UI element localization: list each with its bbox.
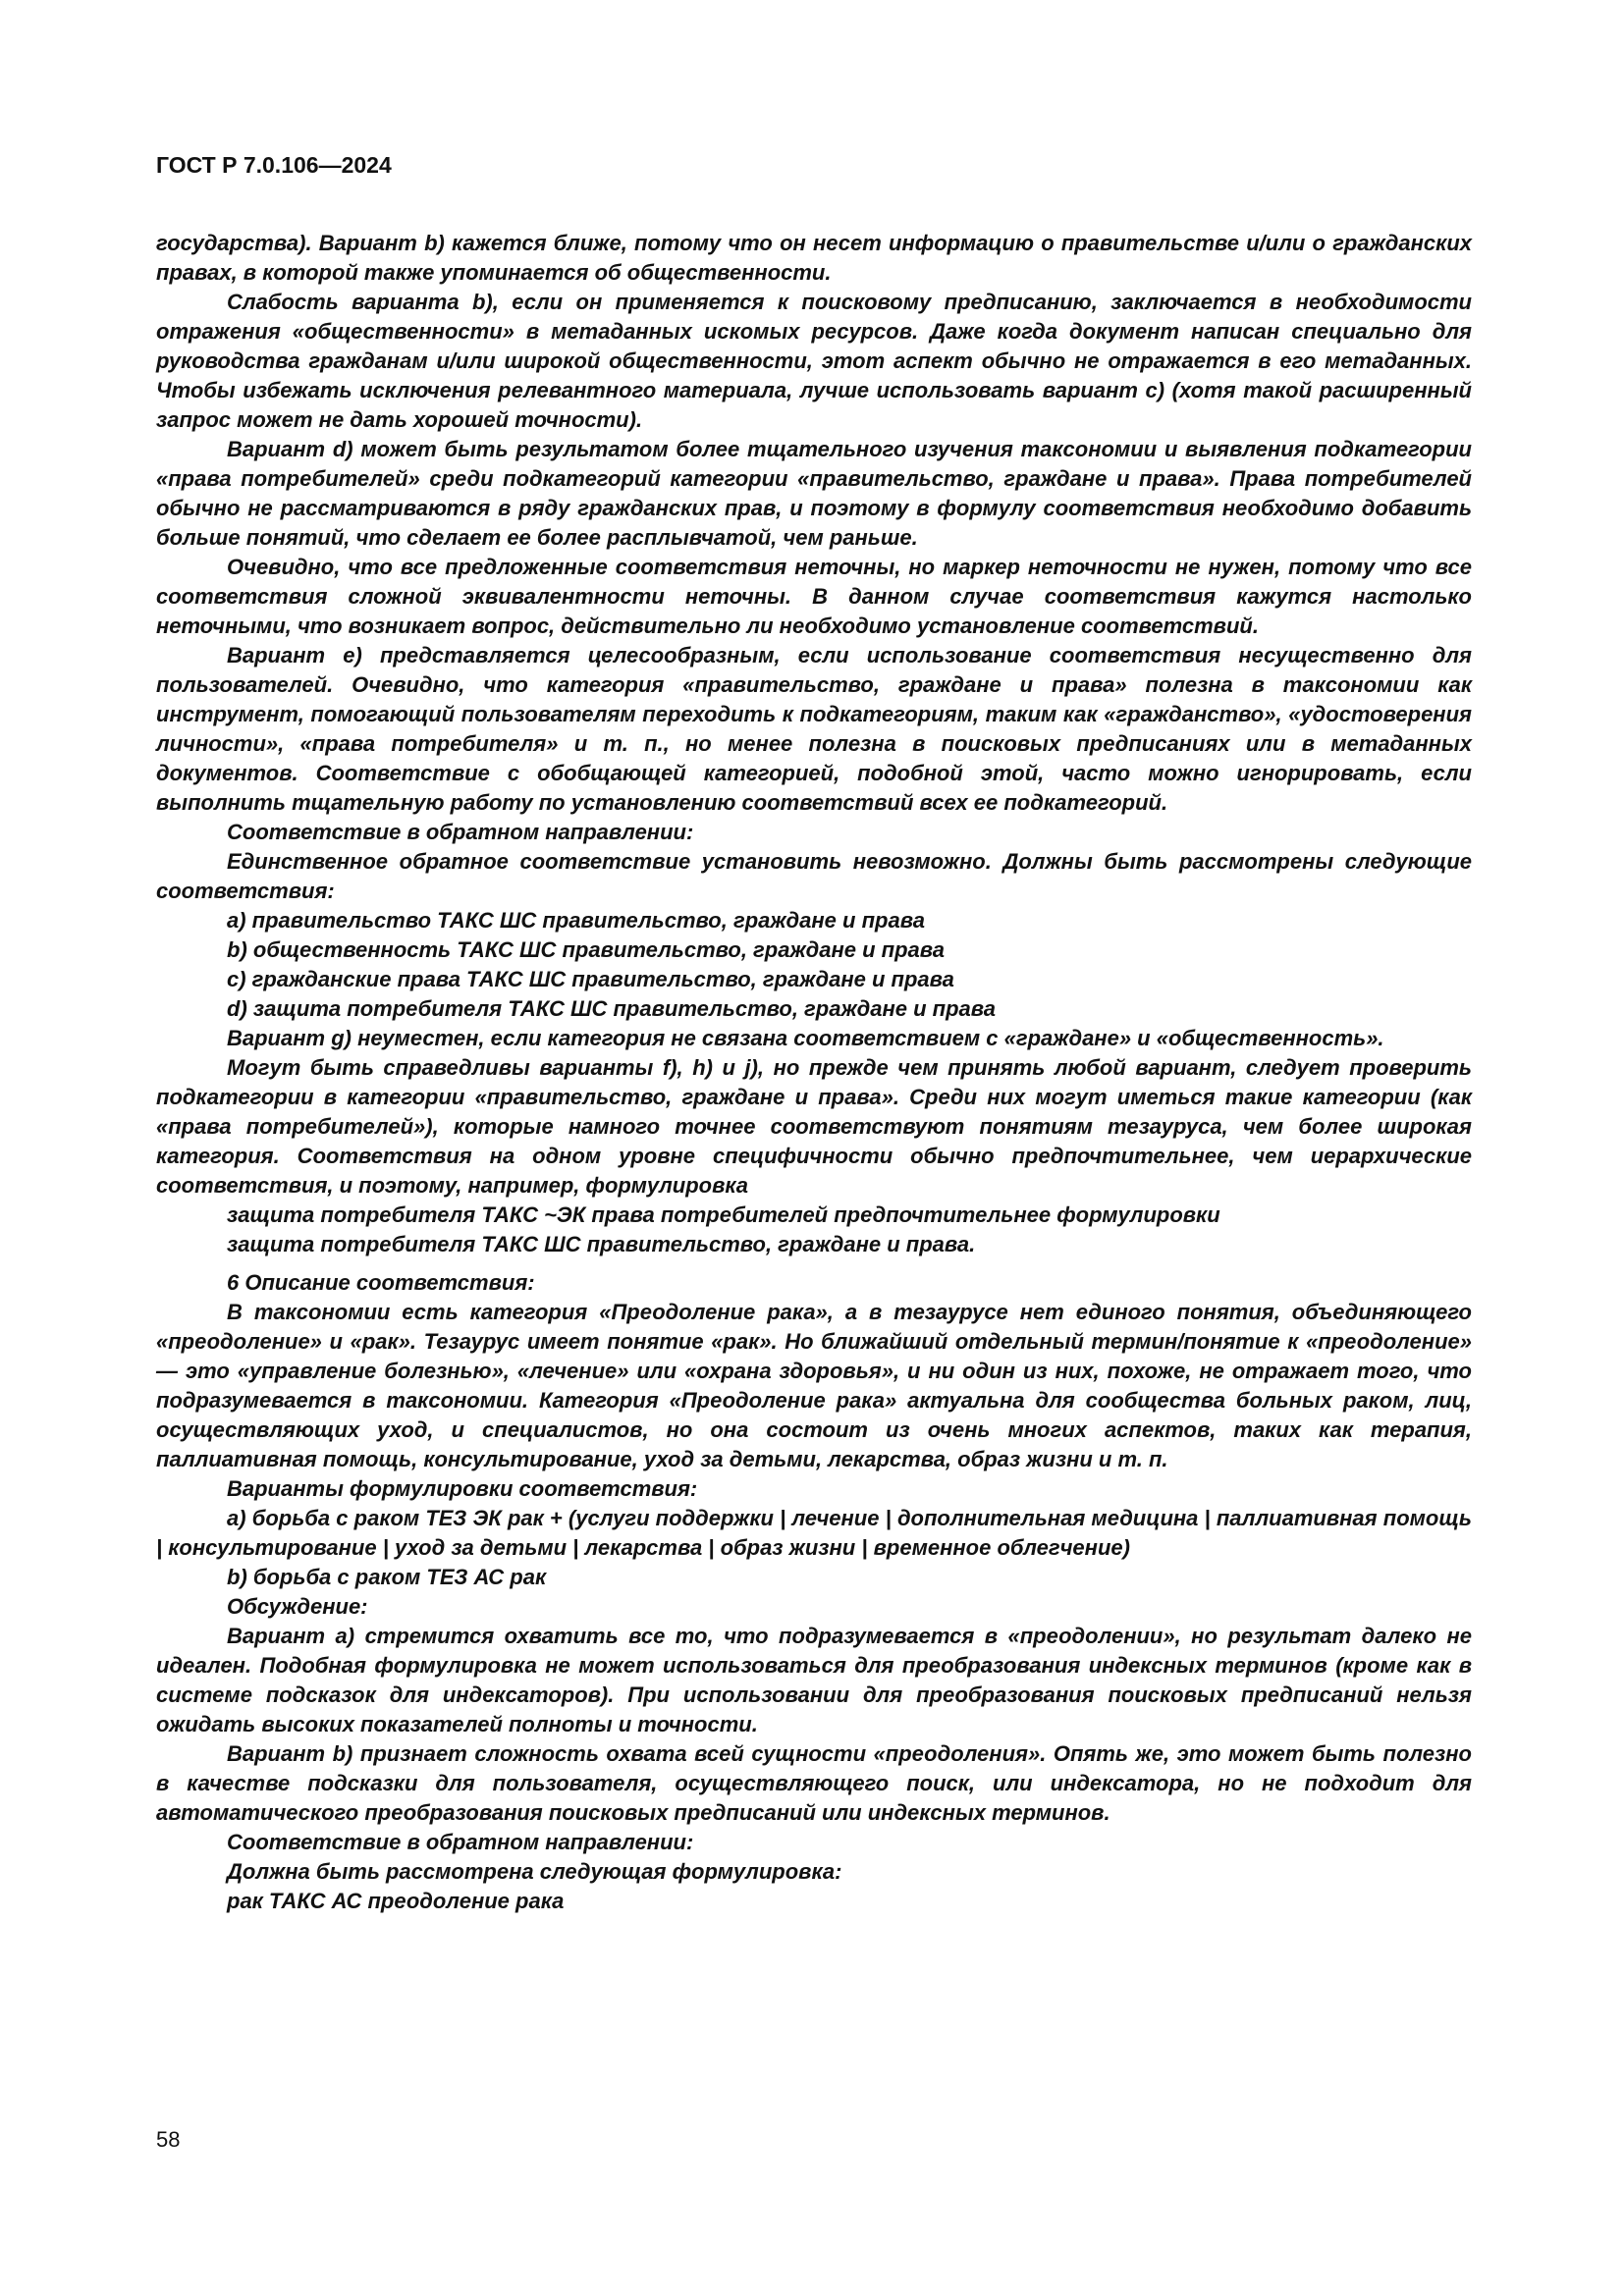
paragraph: Вариант a) стремится охватить все то, что подразумевается в «преодолении», но результат далеко не идеален. Подобная формулировка не может использоваться для преобразования индексных терминов (кроме как в системе подсказок для индексаторов). При использовании для преобразования поисковых предписаний нельзя ожидать высоких показателей полноты и точности. bbox=[156, 1624, 1472, 1736]
paragraph: Вариант e) представляется целесообразным, если использование соответствия несущественно для пользователей. Очевидно, что категория «правительство, граждане и права» полезна в таксономии как инструмент, помогающий пользователям переходить к подкатегориям, таким как «гражданство», «удостоверения личности», «права потребителя» и т. п., но менее полезна в поисковых предписаниях или в метаданных документов. Соответствие с обобщающей категорией, подобной этой, часто можно игнорировать, если выполнить тщательную работу по установлению соответствий всех ее подкатегорий. bbox=[156, 643, 1472, 815]
section-heading: 6 Описание соответствия: bbox=[227, 1270, 535, 1295]
paragraph: государства). Вариант b) кажется ближе, потому что он несет информацию о правительстве и/или о гражданских правах, в которой также упоминается об общественности. bbox=[156, 231, 1472, 285]
formula-line: защита потребителя ТАКС ШС правительство, граждане и права. bbox=[227, 1232, 976, 1256]
document-body bbox=[156, 229, 1472, 1916]
paragraph: Вариант d) может быть результатом более тщательного изучения таксономии и выявления подкатегории «права потребителей» среди подкатегорий категории «правительство, граждане и права». Права потребителей обычно не рассматриваются в ряду гражданских прав, и поэтому в формулу соответствия необходимо добавить больше понятий, что сделает ее более расплывчатой, чем раньше. bbox=[156, 437, 1472, 550]
paragraph: Варианты формулировки соответствия: bbox=[227, 1476, 698, 1501]
page-header-doc-code: ГОСТ Р 7.0.106—2024 bbox=[156, 152, 392, 178]
paragraph: В таксономии есть категория «Преодоление рака», а в тезаурусе нет единого понятия, объединяющего «преодоление» и «рак». Тезаурус имеет понятие «рак». Но ближайший отдельный термин/понятие к «преодоление» — это «управление болезнью», «лечение» или «охрана здоровья», и ни один из них, похоже, не отражает того, что подразумевается в таксономии. Категория «Преодоление рака» актуальна для сообщества больных раком, лиц, осуществляющих уход, и специалистов, но она состоит из очень многих аспектов, таких как терапия, паллиативная помощь, консультирование, уход за детьми, лекарства, образ жизни и т. п. bbox=[156, 1300, 1472, 1471]
paragraph: Могут быть справедливы варианты f), h) и j), но прежде чем принять любой вариант, следует проверить подкатегории в категории «правительство, граждане и права». Среди них могут иметься такие категории (как «права потребителей»), которые намного точнее соответствуют понятиям тезауруса, чем более широкая категория. Соответствия на одном уровне специфичности обычно предпочтительнее, чем иерархические соответствия, и поэтому, например, формулировка bbox=[156, 1055, 1472, 1198]
paragraph: Соответствие в обратном направлении: bbox=[227, 1830, 694, 1854]
paragraph: Обсуждение: bbox=[227, 1594, 368, 1619]
paragraph: Слабость варианта b), если он применяется к поисковому предписанию, заключается в необходимости отражения «общественности» в метаданных искомых ресурсов. Даже когда документ написан специально для руководства гражданам и/или широкой общественности, этот аспект обычно не отражается в его метаданных. Чтобы избежать исключения релевантного материала, лучше использовать вариант c) (хотя такой расширенный запрос может не дать хорошей точности). bbox=[156, 290, 1472, 432]
page-number: 58 bbox=[156, 2127, 181, 2152]
list-item: b) общественность ТАКС ШС правительство, граждане и права bbox=[227, 937, 946, 962]
formula-line: защита потребителя ТАКС ~ЭК права потребителей предпочтительнее формулировки bbox=[227, 1202, 1220, 1227]
formula-line: рак ТАКС АС преодоление рака bbox=[227, 1889, 565, 1913]
paragraph: Вариант b) признает сложность охвата всей сущности «преодоления». Опять же, это может быть полезно в качестве подсказки для пользователя, осуществляющего поиск, или индексатора, но не подходит для автоматического преобразования поисковых предписаний или индексных терминов. bbox=[156, 1741, 1472, 1825]
paragraph: Вариант g) неуместен, если категория не связана соответствием с «граждане» и «общественность». bbox=[227, 1026, 1384, 1050]
list-item: a) борьба с раком ТЕЗ ЭК рак + (услуги поддержки | лечение | дополнительная медицина | паллиативная помощь | консультирование | уход за детьми | лекарства | образ жизни | временное облегчение) bbox=[156, 1506, 1472, 1560]
paragraph: Единственное обратное соответствие установить невозможно. Должны быть рассмотрены следующие соответствия: bbox=[156, 849, 1472, 903]
paragraph: Соответствие в обратном направлении: bbox=[227, 820, 694, 844]
paragraph: Должна быть рассмотрена следующая формулировка: bbox=[227, 1859, 842, 1884]
list-item: d) защита потребителя ТАКС ШС правительство, граждане и права bbox=[227, 996, 997, 1021]
list-item: a) правительство ТАКС ШС правительство, граждане и права bbox=[227, 908, 925, 933]
list-item: b) борьба с раком ТЕЗ АС рак bbox=[227, 1565, 547, 1589]
paragraph: Очевидно, что все предложенные соответствия неточны, но маркер неточности не нужен, потому что все соответствия сложной эквивалентности неточны. В данном случае соответствия кажутся настолько неточными, что возникает вопрос, действительно ли необходимо установление соответствий. bbox=[156, 555, 1472, 638]
list-item: c) гражданские права ТАКС ШС правительство, граждане и права bbox=[227, 967, 954, 991]
